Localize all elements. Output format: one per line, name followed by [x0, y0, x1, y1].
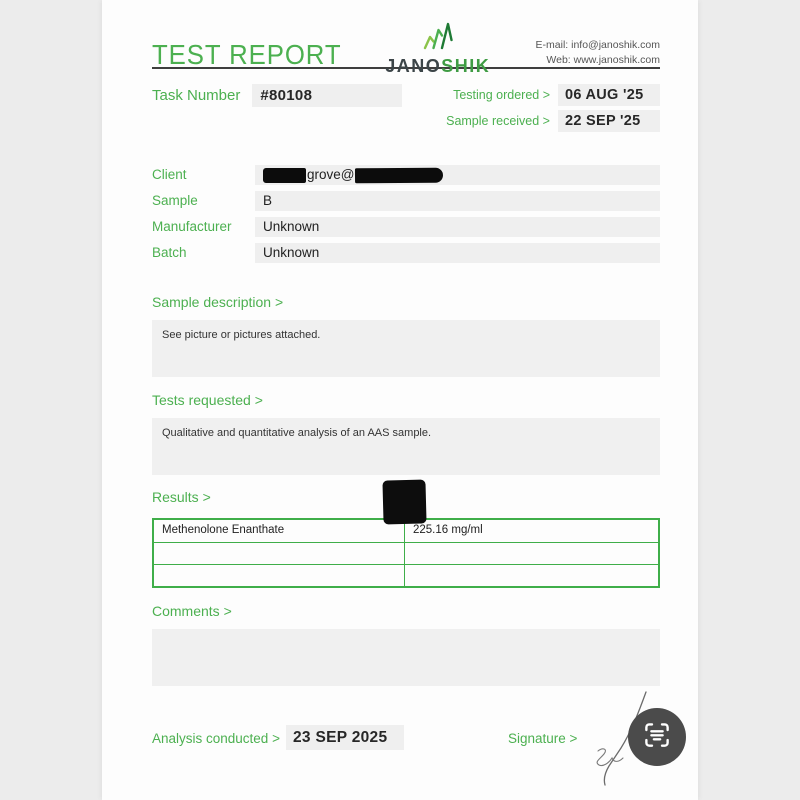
table-row [154, 542, 658, 564]
results-section [152, 489, 660, 588]
contact-email: E-mail: info@janoshik.com [535, 39, 660, 51]
scan-button[interactable] [628, 708, 686, 766]
redaction-blob [382, 479, 426, 524]
sample-received-label: Sample received > [446, 114, 550, 128]
substance-cell: Methenolone Enanthate [162, 524, 285, 536]
logo-wordmark: JANOSHIK [385, 56, 491, 76]
sample-info-block [152, 165, 660, 263]
tests-requested-box: Qualitative and quantitative analysis of an AAS sample. [152, 418, 660, 475]
sample-row [152, 191, 660, 211]
contact-web: Web: www.janoshik.com [546, 54, 660, 66]
testing-ordered-label: Testing ordered > [453, 88, 550, 102]
task-row [152, 84, 660, 132]
tests-requested-heading: Tests requested > [152, 392, 263, 408]
scan-text-icon [642, 720, 672, 755]
bar-chart-growth-icon [385, 22, 490, 55]
comments-box [152, 629, 660, 686]
client-visible-text: grove@ [307, 167, 355, 182]
comments-heading: Comments > [152, 603, 232, 619]
batch-label: Batch [152, 245, 187, 260]
substance-cell [154, 565, 404, 586]
table-row [154, 564, 658, 586]
sample-received-row [446, 110, 660, 132]
sample-label: Sample [152, 193, 198, 208]
task-number-label: Task Number [152, 87, 241, 104]
amount-cell [404, 565, 658, 586]
sample-description-box: See picture or pictures attached. [152, 320, 660, 377]
client-row [152, 165, 660, 185]
task-number-field [152, 84, 402, 107]
substance-cell [154, 543, 404, 564]
amount-cell: 225.16 mg/ml [404, 520, 658, 542]
analysis-conducted-label: Analysis conducted > [152, 731, 280, 746]
janoshik-logo [385, 22, 491, 76]
signature-label: Signature > [508, 731, 578, 746]
manufacturer-value: Unknown [255, 217, 660, 237]
sample-value: B [255, 191, 660, 211]
client-label: Client [152, 167, 187, 182]
task-number-value: #80108 [252, 84, 402, 107]
batch-value: Unknown [255, 243, 660, 263]
sample-description-heading: Sample description > [152, 294, 284, 310]
redaction-bar [355, 167, 443, 183]
report-page [102, 0, 698, 800]
testing-ordered-row [446, 84, 660, 106]
dates-block [446, 84, 660, 132]
testing-ordered-value: 06 AUG '25 [558, 84, 660, 106]
report-footer [152, 691, 660, 786]
results-table [152, 518, 660, 588]
amount-cell [404, 543, 658, 564]
redaction-bar [263, 168, 306, 183]
report-header [152, 0, 660, 76]
contact-info [536, 38, 660, 66]
manufacturer-label: Manufacturer [152, 219, 232, 234]
results-heading: Results > [152, 489, 211, 505]
page-title: TEST REPORT [152, 39, 342, 70]
sample-received-value: 22 SEP '25 [558, 110, 660, 132]
manufacturer-row [152, 217, 660, 237]
analysis-date-value: 23 SEP 2025 [286, 725, 404, 750]
batch-row [152, 243, 660, 263]
client-value [255, 165, 660, 185]
